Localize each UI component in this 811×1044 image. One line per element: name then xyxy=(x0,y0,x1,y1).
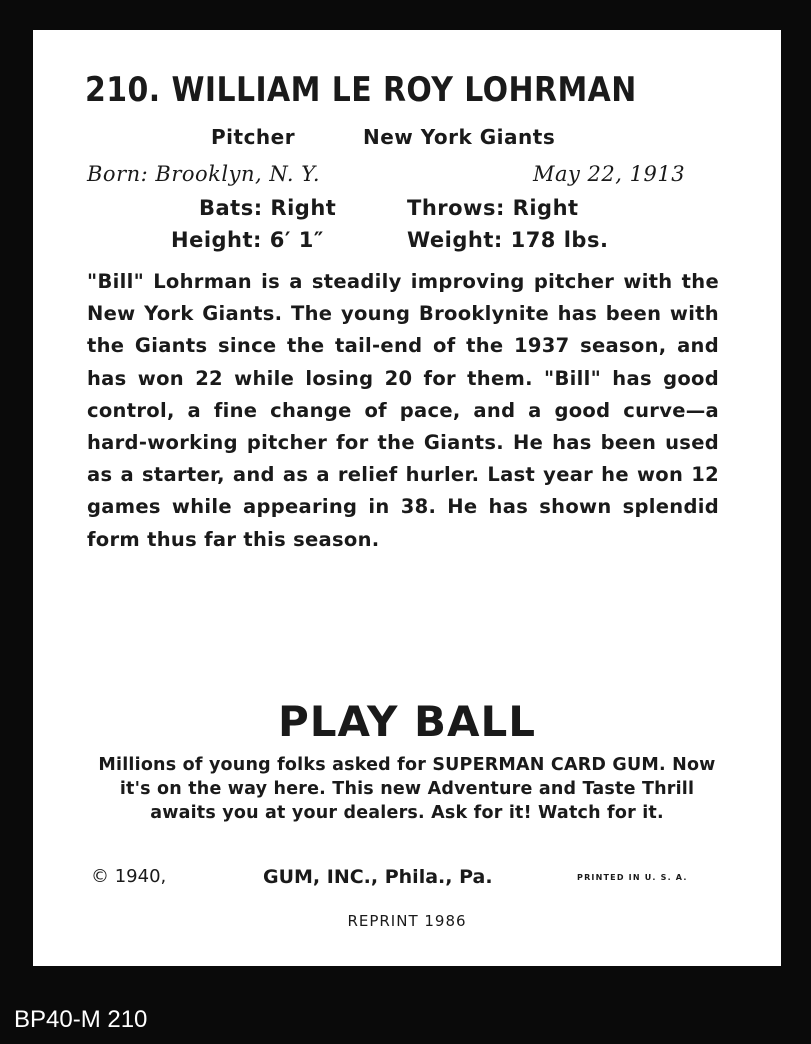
throws: Throws: Right xyxy=(407,196,579,220)
play-ball-heading: PLAY BALL xyxy=(277,697,537,746)
reprint-note: REPRINT 1986 xyxy=(347,912,467,930)
publisher: GUM, INC., Phila., Pa. xyxy=(263,866,493,888)
card-id-caption: BP40-M 210 xyxy=(14,1006,148,1033)
birthplace: Born: Brooklyn, N. Y. xyxy=(87,162,321,186)
bats: Bats: Right xyxy=(199,196,337,220)
weight: Weight: 178 lbs. xyxy=(407,228,609,252)
promo-text: Millions of young folks asked for SUPERMAN CARD GUM. Now it's on the way here. This new Adventure and Taste Thrill awaits you at your dealers. Ask for it! Watch for it. xyxy=(98,755,716,823)
birth-date: May 22, 1913 xyxy=(533,162,686,186)
player-team: New York Giants xyxy=(363,125,556,149)
card-title: 210. WILLIAM LE ROY LOHRMAN xyxy=(85,70,637,110)
copyright: © 1940, xyxy=(91,866,167,887)
player-position: Pitcher xyxy=(211,125,296,149)
height: Height: 6′ 1″ xyxy=(171,228,324,252)
printed-in: PRINTED IN U. S. A. xyxy=(577,873,688,882)
player-bio: "Bill" Lohrman is a steadily improving pitcher with the New York Giants. The young Brooklynite has been with the Giants since the tail-end of the 1937 season, and has won 22 while losing 20 for them. "Bill" has good control, a fine change of pace, and a good curve—a hard-working pitcher for the Giants. He has been used as a starter, and as a relief hurler. Last year he won 12 games while appearing in 38. He has shown splendid form thus far this season. xyxy=(87,270,719,551)
card-back xyxy=(33,30,781,966)
